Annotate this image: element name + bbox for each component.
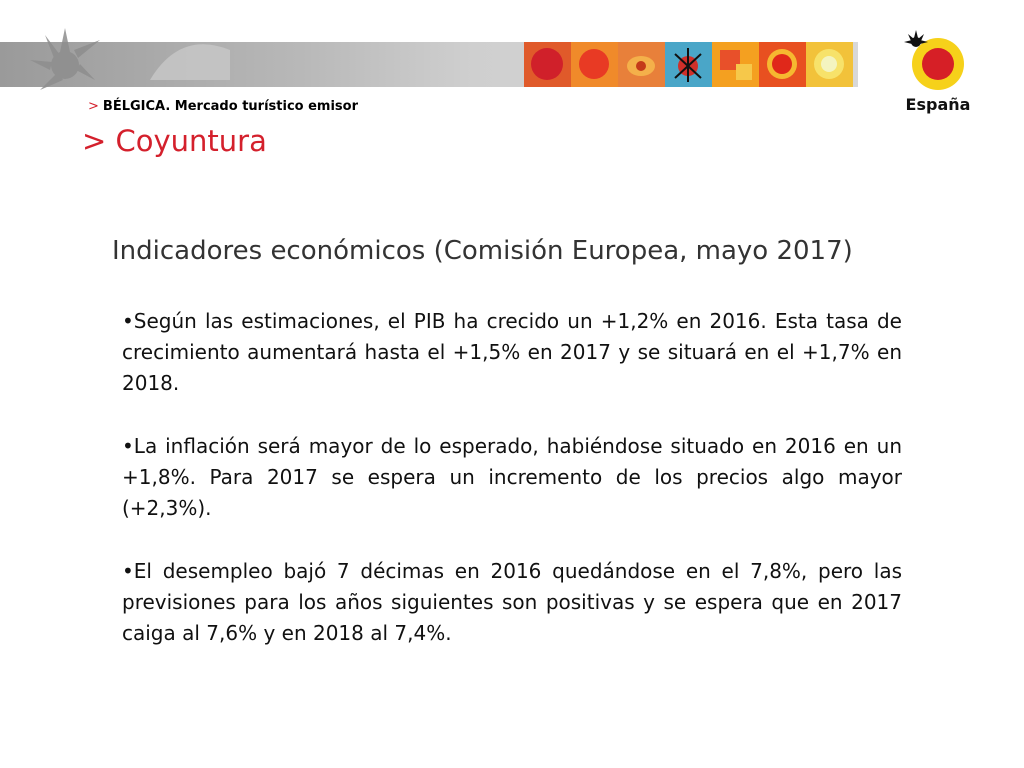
page-title: > Coyuntura bbox=[82, 124, 267, 158]
decorative-tile-strip bbox=[524, 42, 853, 87]
bullet-item: •La inflación será mayor de lo esperado, habiéndose situado en 2016 en un +1,8%. Para 2017 se espera un incremento de los precios algo mayor (+2,3%). bbox=[122, 434, 902, 520]
spain-logo-icon bbox=[896, 30, 980, 114]
orange-sun-tile-icon bbox=[571, 42, 618, 87]
red-sun-tile-icon bbox=[524, 42, 571, 87]
section-subtitle: Indicadores económicos (Comisión Europea, mayo 2017) bbox=[112, 236, 853, 266]
sun-silhouette-icon bbox=[0, 20, 240, 100]
burst-sun-tile-icon bbox=[759, 42, 806, 87]
bullet-list bbox=[122, 306, 902, 681]
breadcrumb-text: BÉLGICA. Mercado turístico emisor bbox=[102, 99, 359, 114]
bullet-item: •El desempleo bajó 7 décimas en 2016 quedándose en el 7,8%, pero las previsiones para los años siguientes son positivas y se espera que en 2017 caiga al 7,6% y en 2018 al 7,4%. bbox=[122, 559, 902, 645]
breadcrumb bbox=[88, 99, 358, 114]
breadcrumb-arrow: > bbox=[88, 99, 99, 114]
geometric-tile-icon bbox=[712, 42, 759, 87]
bug-tile-icon bbox=[665, 42, 712, 87]
bullet-item: •Según las estimaciones, el PIB ha crecido un +1,2% en 2016. Esta tasa de crecimiento aumentará hasta el +1,5% en 2017 y se situará en el +1,7% en 2018. bbox=[122, 309, 902, 395]
rays-sun-tile-icon bbox=[618, 42, 665, 87]
yellow-sun-tile-icon bbox=[806, 42, 853, 87]
logo-wordmark: España bbox=[905, 95, 971, 114]
